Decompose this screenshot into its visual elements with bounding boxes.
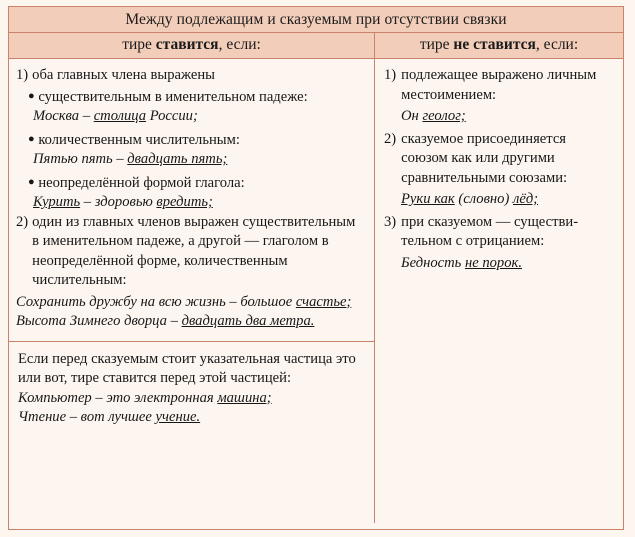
example-part: Сохранить дружбу на всю жизнь – большое (16, 293, 296, 310)
bullet-dot: ● (28, 89, 35, 102)
example-part: Бедность (401, 254, 465, 271)
example-part: Чтение – вот лучшее (18, 409, 156, 425)
list-item (16, 66, 365, 86)
example-underlined: двадцать пять; (127, 151, 228, 167)
bullet-item (16, 130, 365, 151)
list-marker: 1) (384, 67, 397, 83)
column-header-left-post: , если: (218, 36, 261, 53)
list-item-text: при сказуемом — существительном с отрицанием: (401, 213, 579, 249)
column-header-right-post: , если: (535, 36, 579, 53)
example-text (16, 193, 365, 213)
example-underlined: двадцать два метра. (181, 313, 315, 329)
example-text (384, 254, 614, 274)
column-header-right (375, 33, 623, 58)
example-text (16, 150, 365, 170)
bullet-text: количественным числительным: (38, 131, 240, 148)
left-column (9, 59, 375, 523)
example-part: Москва – (33, 108, 94, 124)
list-item-text: один из главных членов выражен существительным в именительном падеже, а другой — глаголом в неопределённой форме, количественным числительным: (32, 213, 356, 288)
column-header-left-pre: тире (122, 36, 156, 53)
example-underlined: счастье; (295, 293, 352, 310)
example-text (16, 293, 365, 332)
list-item-text: оба главных члена выражены (32, 67, 215, 83)
example-part: (словно) (454, 191, 513, 207)
bullet-text: существительным в именительном падеже: (38, 88, 308, 105)
example-part: России; (146, 108, 198, 124)
example-text (18, 389, 363, 409)
example-underlined: вредить; (156, 194, 213, 210)
list-item (16, 213, 365, 291)
list-marker: 3) (384, 213, 397, 230)
list-item (384, 66, 614, 105)
list-marker: 2) (384, 130, 397, 147)
bullet-dot: ● (28, 175, 35, 188)
example-text (384, 190, 614, 210)
bullet-text: неопределённой формой глагола: (38, 174, 245, 191)
list-marker: 2) (16, 213, 29, 230)
bullet-dot: ● (28, 132, 35, 145)
example-part: Зимнего дворца – (69, 313, 182, 329)
example-underlined: столица (93, 108, 147, 124)
bullet-item (16, 87, 365, 108)
list-item (384, 213, 614, 252)
example-underlined: учение. (155, 409, 201, 425)
note-block (16, 342, 365, 428)
table-header (9, 7, 623, 59)
right-column (375, 59, 623, 523)
column-headers (9, 33, 623, 59)
column-header-right-bold: не ставится (453, 36, 536, 53)
example-part: Компьютер – это электронная (18, 389, 218, 406)
example-underlined: лёд; (512, 191, 539, 207)
bullet-item (16, 173, 365, 194)
example-underlined: не порок. (464, 254, 522, 271)
column-header-right-pre: тире (419, 36, 454, 53)
example-part: Пятью пять – (33, 151, 128, 167)
example-part: Высота (16, 313, 70, 329)
grammar-rules-table (8, 6, 624, 530)
example-text (384, 107, 614, 127)
table-body (9, 59, 623, 523)
example-underlined: Руки как (401, 191, 455, 207)
list-marker: 1) (16, 67, 29, 83)
example-part: Он (401, 108, 423, 124)
example-underlined: машина; (217, 389, 272, 406)
list-item-text: сказуемое присоединяется союзом как или другими сравнительными союзами: (401, 130, 568, 186)
example-text (16, 107, 365, 127)
example-underlined: геолог; (422, 108, 466, 124)
column-header-left-bold: ставится (155, 36, 219, 53)
column-header-left (9, 33, 375, 58)
example-underlined: Курить (33, 194, 81, 210)
list-item (384, 130, 614, 189)
example-part: – здоровью (80, 194, 157, 210)
example-text (18, 408, 363, 428)
note-text: Если перед сказуемым стоит указательная частица это или вот, тире ставится перед этой частицей: (18, 350, 356, 386)
table-title: Между подлежащим и сказуемым при отсутствии связки (9, 7, 623, 33)
list-item-text: подлежащее выражено личным местоимением: (401, 67, 597, 103)
